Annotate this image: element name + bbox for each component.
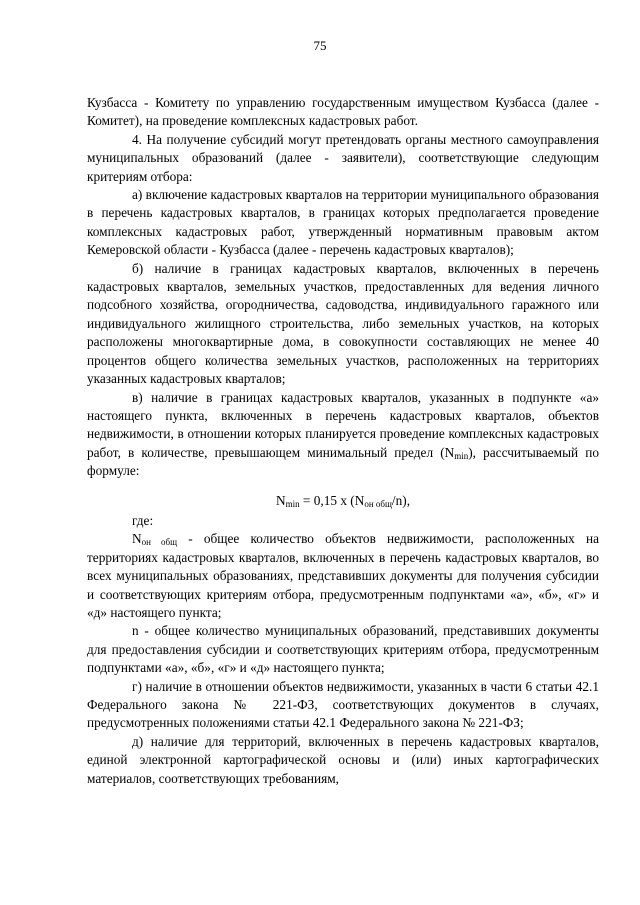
criterion-a: а) включение кадастровых кварталов на территории муниципального образования в перечень кадастровых кварталов, в границах которых предполагается проведение комплексных кадастровых работ, утвержденный нормативным правовым актом Кемеровской области - Кузбасса (далее - перечень кадастровых кварталов); <box>87 187 599 258</box>
criterion-v-subscript: min <box>454 450 469 461</box>
formula-n: N <box>275 492 286 508</box>
formula-tail: /n), <box>391 492 411 508</box>
criterion-v-tail: ), рассчитываемый по формуле: <box>87 444 599 479</box>
formula-sub-total: он общ <box>364 498 392 509</box>
paragraph-continuation: Кузбасса - Комитету по управлению государственным имуществом Кузбасса (далее - Комитет), на проведение комплексных кадастровых работ. <box>87 95 599 129</box>
criterion-v-text: в) наличие в границах кадастровых кварталов, указанных в подпункте «а» настоящего пункта, включенных в перечень кадастровых кварталов, объектов недвижимости, в отношении которых планируется проведение комплексных кадастровых работ, в количестве, превышающем минимальный предел (N <box>87 389 599 460</box>
formula-sub-min: min <box>285 498 300 509</box>
criterion-v <box>87 389 599 481</box>
def1-symbol: N <box>132 531 142 547</box>
criterion-b: б) наличие в границах кадастровых кварталов, включенных в перечень кадастровых кварталов, земельных участков, предоставленных для ведения личного подсобного хозяйства, огородничества, садоводства, индивидуального гаражного или индивидуального жилищного строительства, либо земельных участков, на которых расположены многоквартирные дома, в совокупности составляющих не менее 40 процентов общего количества земельных участков, расположенных на территориях указанных кадастровых кварталов; <box>87 260 599 387</box>
definition-n: n - общее количество муниципальных образований, представивших документы для предоставления субсидии и соответствующих критериям отбора, предусмотренным подпунктами «а», «б», «г» и «д» настоящего пункта; <box>87 623 599 676</box>
paragraph-4: 4. На получение субсидий могут претендовать органы местного самоуправления муниципальных образований (далее - заявители), соответствующие следующим критериям отбора: <box>87 131 599 184</box>
formula-mid: = 0,15 x (N <box>299 492 365 508</box>
definition-n-total <box>87 530 599 622</box>
page-number: 75 <box>313 38 327 53</box>
def1-subscript: он общ <box>141 537 178 548</box>
formula <box>87 492 599 510</box>
document-body <box>87 94 599 788</box>
def1-text: - общее количество объектов недвижимости, расположенных на территориях кадастровых кварталов, включенных в перечень кадастровых кварталов, во всех муниципальных образованиях, представивших документы для получения субсидии и соответствующих критериям отбора, предусмотренным подпунктами «а», «б», «г» и «д» настоящего пункта; <box>87 531 599 620</box>
criterion-d: д) наличие для территорий, включенных в перечень кадастровых кварталов, единой электронной картографической основы и (или) иных картографических материалов, соответствующих требованиям, <box>87 733 599 786</box>
where-label: где: <box>132 512 154 528</box>
criterion-g: г) наличие в отношении объектов недвижимости, указанных в части 6 статьи 42.1 Федерального закона № 221-ФЗ, соответствующих документов в случаях, предусмотренных положениями статьи 42.1 Федерального закона № 221-ФЗ; <box>87 678 599 731</box>
